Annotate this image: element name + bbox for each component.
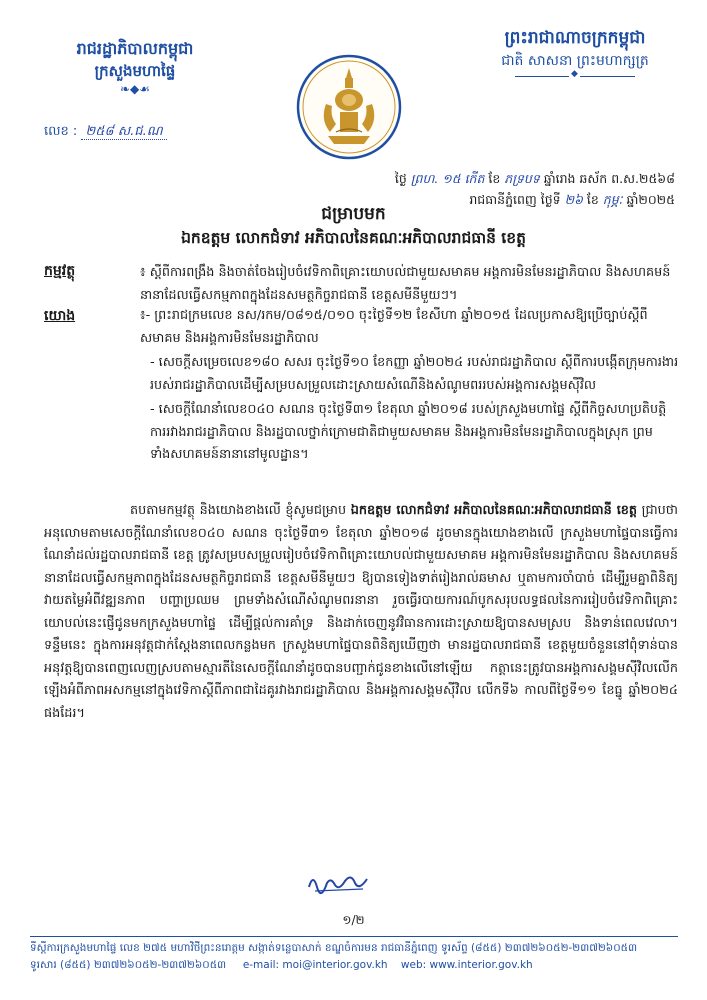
initials-signature-icon <box>305 867 371 897</box>
reference-item: - សេចក្ដីសម្រេចលេខ១៨០ សសរ ចុះថ្ងៃទី១០ ខែកញ្ញា ឆ្នាំ២០២៤ របស់រាជរដ្ឋាភិបាល ស្ដីពីការបង្កើតក្រុមការងាររបស់រាជរដ្ឋាភិបាលដើម្បីសម្របសម្រួលដោះស្រាយសំណើនិងសំណូមពររបស់អង្គការសង្គមស៊ីវិល <box>150 355 679 393</box>
subject-label: កម្មវត្ថុ <box>44 263 76 279</box>
royal-seal-icon <box>296 54 402 160</box>
government-name: រាជរដ្ឋាភិបាលកម្ពុជា <box>76 39 194 58</box>
references-list <box>140 305 680 469</box>
references-label: យោង <box>44 308 76 324</box>
solar-day: ២៦ <box>564 192 583 207</box>
footer-divider <box>30 936 678 937</box>
footer-web[interactable]: web: www.interior.gov.kh <box>400 959 533 971</box>
motto-divider <box>515 76 635 77</box>
lunar-year: ឆ្នាំរោង ឆស័ក ព.ស.២៥៦៨ <box>543 171 675 186</box>
footer-contact <box>30 940 678 974</box>
lunar-month-label: ខែ <box>488 171 501 186</box>
reference-number <box>44 123 167 142</box>
lunar-date <box>325 168 675 189</box>
solar-month-label: ខែ <box>586 192 599 207</box>
kingdom-name: ព្រះរាជាណាចក្រកម្ពុជា <box>504 28 646 48</box>
ministry-header <box>40 38 230 96</box>
body-recipient: ឯកឧត្តម លោកជំទាវ អភិបាលនៃគណៈអភិបាលរាជធានី ខេត្ត <box>350 503 638 518</box>
solar-year: ឆ្នាំ២០២៥ <box>626 192 675 207</box>
lunar-month: ភទ្របទ <box>504 171 540 186</box>
recipient: ឯកឧត្តម លោកជំទាវ អភិបាលនៃគណៈអភិបាលរាជធានី ខេត្ត <box>181 229 526 247</box>
page-number: ១/២ <box>342 913 365 927</box>
solar-date-prefix: រាជធានីភ្នំពេញ ថ្ងៃទី <box>469 192 561 207</box>
body-rest: ជ្រាបថា អនុលោមតាមសេចក្ដីណែនាំលេខ០៤០ សណន ចុះថ្ងៃទី៣១ ខែតុលា ឆ្នាំ២០១៨ ដូចមានក្នុងយោងខាងលើ ក្រសួងមហាផ្ទៃបានធ្វើការណែនាំដល់រដ្ឋបាលរាជធានី ខេត្ត ត្រូវសម្របសម្រួលរៀបចំវេទិកាពិគ្រោះយោបល់ជាមួយសមាគម អង្គការមិនមែនរដ្ឋាភិបាល និងសហគមន៍នានាដែលធ្វើសកម្មភាពក្នុងដែនសមត្ថកិច្ចរាជធានី ខេត្តសមីនីមួយៗ ឱ្យបានទៀងទាត់រៀងរាល់ឆមាស ឬតាមការចាំបាច់ ដើម្បីរួមគ្នាពិនិត្យ វាយតម្លៃអំពីវឌ្ឍនភាព បញ្ហាប្រឈម ព្រមទាំងសំណើសំណូមពរនានា រួចធ្វើរបាយការណ៍បូកសរុបលទ្ធផលនៃការរៀបចំវេទិកាពិគ្រោះយោបល់នេះផ្ញើជូនមកក្រសួងមហាផ្ទៃ ដើម្បីផ្ដល់ការគាំទ្រ និងដាក់ចេញនូវវិធានការដោះស្រាយឱ្យបានសមស្រប និងទាន់ពេលវេលា។ ទន្ទឹមនេះ ក្នុងការអនុវត្តជាក់ស្ដែងនាពេលកន្លងមក ក្រសួងមហាផ្ទៃបានពិនិត្យឃើញថា មានរដ្ឋបាលរាជធានី ខេត្តមួយចំនួននៅពុំទាន់បានអនុវត្តឱ្យបានពេញលេញស្របតាមស្មារតីនៃសេចក្ដីណែនាំដូចបានបញ្ជាក់ជូនខាងលើនៅឡើយ កត្តានេះត្រូវបានអង្គការសង្គមស៊ីវិលលើកឡើងអំពីភាពអសកម្មនៅក្នុងវេទិកាស្ដីពីភាពជាដៃគូរវាងរាជរដ្ឋាភិបាល និងអង្គការសង្គមស៊ីវិល លើកទី៦ កាលពីថ្ងៃទី១១ ខែធ្នូ ឆ្នាំ២០២៤ ផងដែរ។ <box>44 503 678 721</box>
reference-label: លេខ : <box>44 124 78 139</box>
reference-item: - សេចក្ដីណែនាំលេខ០៤០ សណន ចុះថ្ងៃទី៣១ ខែតុលា ឆ្នាំ២០១៨ របស់ក្រសួងមហាផ្ទៃ ស្ដីពីកិច្ចសហប្រតិបត្តិការរវាងរាជរដ្ឋាភិបាល និងរដ្ឋបាលថ្នាក់ក្រោមជាតិជាមួយសមាគម និងអង្គការមិនមែនរដ្ឋាភិបាលក្នុងស្រុក ព្រមទាំងសហគមន៍នានានៅមូលដ្ឋាន។ <box>150 402 667 462</box>
ornament-divider: ❧◆☙ <box>119 82 151 96</box>
footer-contacts-row <box>30 957 678 974</box>
ministry-name: ក្រសួងមហាផ្ទៃ <box>94 62 176 80</box>
lunar-day: ព្រហ. ១៥ កើត <box>410 171 485 186</box>
lunar-date-prefix: ថ្ងៃ <box>394 171 407 186</box>
national-motto: ជាតិ សាសនា ព្រះមហាក្សត្រ <box>501 53 649 69</box>
reference-value: ២៥៨ ស.ជ.ណ <box>81 124 166 140</box>
footer-address: ទីស្ដីការក្រសួងមហាផ្ទៃ លេខ ២៧៥ មហាវិថីព្រះនរោត្តម សង្កាត់ទន្លេបាសាក់ ខណ្ឌចំការមន រាជធានីភ្នំពេញ ទូរស័ព្ទ (៨៥៥) ២៣៧២៦០៥២-២៣៧២៦០៥៣ <box>30 942 638 954</box>
body-paragraph <box>44 500 678 725</box>
reference-item: ៖- ព្រះរាជក្រមលេខ នស/រកម/០៨១៥/០១០ ចុះថ្ងៃទី១២ ខែសីហា ឆ្នាំ២០១៥ ដែលប្រកាសឱ្យប្រើច្បាប់ស្ដីពីសមាគម និងអង្គការមិនមែនរដ្ឋាភិបាល <box>140 308 648 346</box>
footer-email[interactable]: e-mail: moi@interior.gov.kh <box>242 959 388 971</box>
footer-fax: ទូរសារ (៨៥៥) ២៣៧២៦០៥២-២៣៧២៦០៥៣ <box>30 959 227 971</box>
solar-month: កុម្ភៈ <box>602 192 623 207</box>
kingdom-header <box>470 26 680 77</box>
subject-text: ៖ ស្ដីពីការពង្រឹង និងចាត់ចែងរៀបចំវេទិកាពិគ្រោះយោបល់ជាមួយសមាគម អង្គការមិនមែនរដ្ឋាភិបាល និងសហគមន៍នានាដែលធ្វើសកម្មភាពក្នុងដែនសមត្ថកិច្ចរាជធានី ខេត្តសមីនីមួយៗ។ <box>140 265 671 303</box>
salutation: ជម្រាបមក <box>321 204 386 224</box>
body-intro: តបតាមកម្មវត្ថុ និងយោងខាងលើ ខ្ញុំសូមជម្រាប <box>130 503 347 518</box>
